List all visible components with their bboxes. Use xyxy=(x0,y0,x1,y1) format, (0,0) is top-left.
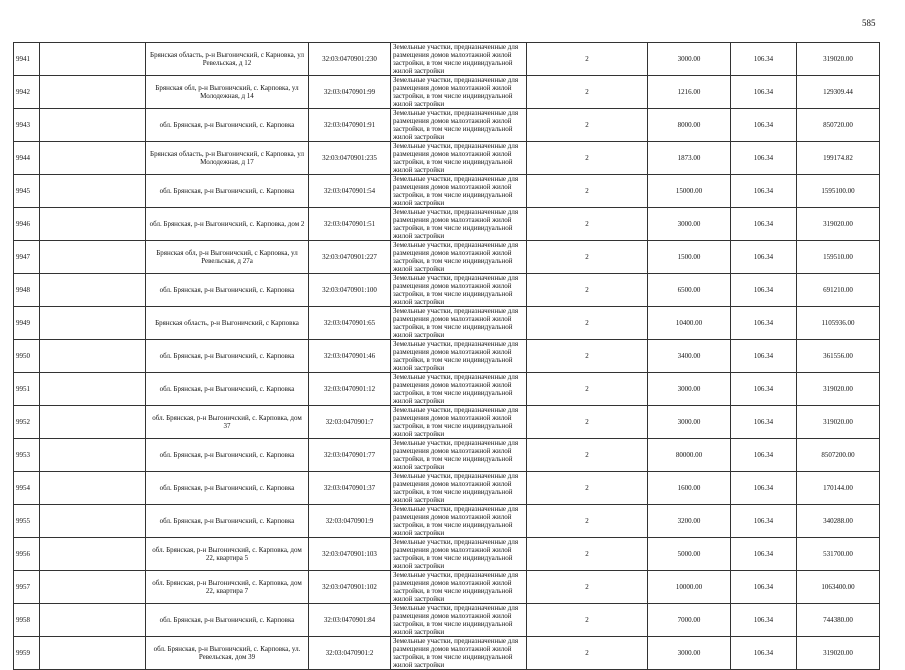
area-cell: 1216.00 xyxy=(648,76,731,109)
area-cell: 1500.00 xyxy=(648,241,731,274)
empty-cell xyxy=(40,109,146,142)
address-cell: обл. Брянская, р-н Выгоничский, с. Карповка xyxy=(146,274,309,307)
address-cell: обл. Брянская, р-н Выгоничский, с. Карповка xyxy=(146,505,309,538)
empty-cell xyxy=(40,76,146,109)
cadastral-value-cell: 361556.00 xyxy=(797,340,880,373)
group-cell: 2 xyxy=(527,472,648,505)
rate-cell: 106.34 xyxy=(731,637,797,670)
area-cell: 3000.00 xyxy=(648,406,731,439)
address-cell: обл. Брянская, р-н Выгоничский, с. Карповка xyxy=(146,175,309,208)
cadastral-value-cell: 1105936.00 xyxy=(797,307,880,340)
land-category-cell: Земельные участки, предназначенные для размещения домов малоэтажной жилой застройки, в том числе индивидуальной жилой застройки xyxy=(391,43,527,76)
rate-cell: 106.34 xyxy=(731,109,797,142)
row-number-cell: 9952 xyxy=(14,406,40,439)
empty-cell xyxy=(40,274,146,307)
table-row xyxy=(14,604,880,637)
row-number-cell: 9941 xyxy=(14,43,40,76)
empty-cell xyxy=(40,472,146,505)
rate-cell: 106.34 xyxy=(731,274,797,307)
land-category-cell: Земельные участки, предназначенные для размещения домов малоэтажной жилой застройки, в том числе индивидуальной жилой застройки xyxy=(391,274,527,307)
table-row xyxy=(14,307,880,340)
group-cell: 2 xyxy=(527,76,648,109)
area-cell: 3400.00 xyxy=(648,340,731,373)
table-row xyxy=(14,109,880,142)
cadastral-value-cell: 319020.00 xyxy=(797,43,880,76)
table-row xyxy=(14,637,880,670)
area-cell: 80000.00 xyxy=(648,439,731,472)
cadastral-value-cell: 1063400.00 xyxy=(797,571,880,604)
cadastral-number-cell: 32:03:0470901:46 xyxy=(309,340,391,373)
area-cell: 1873.00 xyxy=(648,142,731,175)
cadastral-value-cell: 531700.00 xyxy=(797,538,880,571)
table-row xyxy=(14,76,880,109)
group-cell: 2 xyxy=(527,406,648,439)
row-number-cell: 9946 xyxy=(14,208,40,241)
rate-cell: 106.34 xyxy=(731,472,797,505)
land-category-cell: Земельные участки, предназначенные для размещения домов малоэтажной жилой застройки, в том числе индивидуальной жилой застройки xyxy=(391,637,527,670)
cadastral-number-cell: 32:03:0470901:37 xyxy=(309,472,391,505)
area-cell: 8000.00 xyxy=(648,109,731,142)
address-cell: Брянская область, р-н Выгоничский, с Карповка xyxy=(146,307,309,340)
group-cell: 2 xyxy=(527,274,648,307)
area-cell: 3000.00 xyxy=(648,43,731,76)
group-cell: 2 xyxy=(527,571,648,604)
rate-cell: 106.34 xyxy=(731,340,797,373)
empty-cell xyxy=(40,373,146,406)
row-number-cell: 9959 xyxy=(14,637,40,670)
land-category-cell: Земельные участки, предназначенные для размещения домов малоэтажной жилой застройки, в том числе индивидуальной жилой застройки xyxy=(391,571,527,604)
area-cell: 5000.00 xyxy=(648,538,731,571)
address-cell: Брянская обл, р-н Выгоничский, с. Карповка, ул Молодежная, д 14 xyxy=(146,76,309,109)
group-cell: 2 xyxy=(527,109,648,142)
land-category-cell: Земельные участки, предназначенные для размещения домов малоэтажной жилой застройки, в том числе индивидуальной жилой застройки xyxy=(391,604,527,637)
empty-cell xyxy=(40,604,146,637)
land-category-cell: Земельные участки, предназначенные для размещения домов малоэтажной жилой застройки, в том числе индивидуальной жилой застройки xyxy=(391,109,527,142)
group-cell: 2 xyxy=(527,307,648,340)
page-number: 585 xyxy=(862,18,876,28)
cadastral-number-cell: 32:03:0470901:65 xyxy=(309,307,391,340)
empty-cell xyxy=(40,637,146,670)
cadastral-number-cell: 32:03:0470901:84 xyxy=(309,604,391,637)
cadastral-value-cell: 691210.00 xyxy=(797,274,880,307)
land-category-cell: Земельные участки, предназначенные для размещения домов малоэтажной жилой застройки, в том числе индивидуальной жилой застройки xyxy=(391,76,527,109)
table-row xyxy=(14,274,880,307)
empty-cell xyxy=(40,208,146,241)
empty-cell xyxy=(40,505,146,538)
table-row xyxy=(14,406,880,439)
group-cell: 2 xyxy=(527,505,648,538)
cadastral-value-cell: 850720.00 xyxy=(797,109,880,142)
table-row xyxy=(14,373,880,406)
land-category-cell: Земельные участки, предназначенные для размещения домов малоэтажной жилой застройки, в том числе индивидуальной жилой застройки xyxy=(391,175,527,208)
cadastral-number-cell: 32:03:0470901:230 xyxy=(309,43,391,76)
address-cell: обл. Брянская, р-н Выгоничский, с. Карповка xyxy=(146,604,309,637)
rate-cell: 106.34 xyxy=(731,307,797,340)
land-category-cell: Земельные участки, предназначенные для размещения домов малоэтажной жилой застройки, в том числе индивидуальной жилой застройки xyxy=(391,472,527,505)
row-number-cell: 9948 xyxy=(14,274,40,307)
rate-cell: 106.34 xyxy=(731,142,797,175)
land-category-cell: Земельные участки, предназначенные для размещения домов малоэтажной жилой застройки, в том числе индивидуальной жилой застройки xyxy=(391,373,527,406)
cadastral-value-cell: 129309.44 xyxy=(797,76,880,109)
address-cell: обл. Брянская, р-н Выгоничский, с. Карповка, ул. Ревельская, дом 39 xyxy=(146,637,309,670)
empty-cell xyxy=(40,307,146,340)
cadastral-value-cell: 170144.00 xyxy=(797,472,880,505)
land-category-cell: Земельные участки, предназначенные для размещения домов малоэтажной жилой застройки, в том числе индивидуальной жилой застройки xyxy=(391,307,527,340)
row-number-cell: 9956 xyxy=(14,538,40,571)
cadastral-value-cell: 8507200.00 xyxy=(797,439,880,472)
row-number-cell: 9949 xyxy=(14,307,40,340)
cadastral-value-cell: 319020.00 xyxy=(797,373,880,406)
area-cell: 10400.00 xyxy=(648,307,731,340)
group-cell: 2 xyxy=(527,439,648,472)
table-row xyxy=(14,208,880,241)
group-cell: 2 xyxy=(527,208,648,241)
cadastral-number-cell: 32:03:0470901:12 xyxy=(309,373,391,406)
cadastral-value-cell: 319020.00 xyxy=(797,406,880,439)
rate-cell: 106.34 xyxy=(731,406,797,439)
registry-table-body xyxy=(14,43,880,670)
cadastral-value-cell: 1595100.00 xyxy=(797,175,880,208)
row-number-cell: 9942 xyxy=(14,76,40,109)
cadastral-value-cell: 744380.00 xyxy=(797,604,880,637)
row-number-cell: 9945 xyxy=(14,175,40,208)
table-row xyxy=(14,340,880,373)
cadastral-number-cell: 32:03:0470901:99 xyxy=(309,76,391,109)
cadastral-number-cell: 32:03:0470901:51 xyxy=(309,208,391,241)
address-cell: обл. Брянская, р-н Выгоничский, с. Карповка, дом 22, квартира 7 xyxy=(146,571,309,604)
land-category-cell: Земельные участки, предназначенные для размещения домов малоэтажной жилой застройки, в том числе индивидуальной жилой застройки xyxy=(391,208,527,241)
table-row xyxy=(14,505,880,538)
cadastral-number-cell: 32:03:0470901:91 xyxy=(309,109,391,142)
rate-cell: 106.34 xyxy=(731,538,797,571)
empty-cell xyxy=(40,241,146,274)
land-category-cell: Земельные участки, предназначенные для размещения домов малоэтажной жилой застройки, в том числе индивидуальной жилой застройки xyxy=(391,142,527,175)
rate-cell: 106.34 xyxy=(731,439,797,472)
group-cell: 2 xyxy=(527,241,648,274)
cadastral-number-cell: 32:03:0470901:2 xyxy=(309,637,391,670)
cadastral-number-cell: 32:03:0470901:103 xyxy=(309,538,391,571)
row-number-cell: 9947 xyxy=(14,241,40,274)
table-row xyxy=(14,571,880,604)
group-cell: 2 xyxy=(527,637,648,670)
cadastral-number-cell: 32:03:0470901:54 xyxy=(309,175,391,208)
area-cell: 3200.00 xyxy=(648,505,731,538)
address-cell: обл. Брянская, р-н Выгоничский, с. Карповка xyxy=(146,439,309,472)
table-row xyxy=(14,472,880,505)
land-category-cell: Земельные участки, предназначенные для размещения домов малоэтажной жилой застройки, в том числе индивидуальной жилой застройки xyxy=(391,439,527,472)
group-cell: 2 xyxy=(527,142,648,175)
land-category-cell: Земельные участки, предназначенные для размещения домов малоэтажной жилой застройки, в том числе индивидуальной жилой застройки xyxy=(391,241,527,274)
group-cell: 2 xyxy=(527,340,648,373)
empty-cell xyxy=(40,571,146,604)
address-cell: обл. Брянская, р-н Выгоничский, с. Карповка, дом 22, квартира 5 xyxy=(146,538,309,571)
row-number-cell: 9957 xyxy=(14,571,40,604)
table-row xyxy=(14,538,880,571)
cadastral-number-cell: 32:03:0470901:100 xyxy=(309,274,391,307)
cadastral-registry-table xyxy=(13,42,880,670)
area-cell: 6500.00 xyxy=(648,274,731,307)
area-cell: 3000.00 xyxy=(648,637,731,670)
area-cell: 7000.00 xyxy=(648,604,731,637)
empty-cell xyxy=(40,340,146,373)
cadastral-number-cell: 32:03:0470901:7 xyxy=(309,406,391,439)
row-number-cell: 9955 xyxy=(14,505,40,538)
land-category-cell: Земельные участки, предназначенные для размещения домов малоэтажной жилой застройки, в том числе индивидуальной жилой застройки xyxy=(391,538,527,571)
row-number-cell: 9943 xyxy=(14,109,40,142)
cadastral-value-cell: 159510.00 xyxy=(797,241,880,274)
empty-cell xyxy=(40,142,146,175)
land-category-cell: Земельные участки, предназначенные для размещения домов малоэтажной жилой застройки, в том числе индивидуальной жилой застройки xyxy=(391,406,527,439)
table-row xyxy=(14,439,880,472)
area-cell: 15000.00 xyxy=(648,175,731,208)
cadastral-number-cell: 32:03:0470901:9 xyxy=(309,505,391,538)
rate-cell: 106.34 xyxy=(731,505,797,538)
cadastral-number-cell: 32:03:0470901:227 xyxy=(309,241,391,274)
address-cell: обл. Брянская, р-н Выгоничский, с. Карповка xyxy=(146,373,309,406)
area-cell: 1600.00 xyxy=(648,472,731,505)
rate-cell: 106.34 xyxy=(731,175,797,208)
rate-cell: 106.34 xyxy=(731,571,797,604)
address-cell: обл. Брянская, р-н Выгоничский, с. Карповка xyxy=(146,472,309,505)
cadastral-number-cell: 32:03:0470901:77 xyxy=(309,439,391,472)
area-cell: 3000.00 xyxy=(648,373,731,406)
group-cell: 2 xyxy=(527,538,648,571)
group-cell: 2 xyxy=(527,604,648,637)
address-cell: обл. Брянская, р-н Выгоничский, с. Карповка, дом 37 xyxy=(146,406,309,439)
address-cell: Брянская обл, р-н Выгоничский, с Карповка, ул Ревельская, д 27а xyxy=(146,241,309,274)
row-number-cell: 9958 xyxy=(14,604,40,637)
address-cell: обл. Брянская, р-н Выгоничский, с. Карповка, дом 2 xyxy=(146,208,309,241)
land-category-cell: Земельные участки, предназначенные для размещения домов малоэтажной жилой застройки, в том числе индивидуальной жилой застройки xyxy=(391,340,527,373)
row-number-cell: 9954 xyxy=(14,472,40,505)
rate-cell: 106.34 xyxy=(731,241,797,274)
table-row xyxy=(14,241,880,274)
cadastral-number-cell: 32:03:0470901:235 xyxy=(309,142,391,175)
empty-cell xyxy=(40,43,146,76)
table-row xyxy=(14,43,880,76)
empty-cell xyxy=(40,175,146,208)
cadastral-value-cell: 319020.00 xyxy=(797,637,880,670)
address-cell: Брянская область, р-н Выгоничский, с Карновка, ул Ревельская, д 12 xyxy=(146,43,309,76)
address-cell: обл. Брянская, р-н Выгоничский, с. Карповка xyxy=(146,109,309,142)
rate-cell: 106.34 xyxy=(731,76,797,109)
address-cell: Брянская область, р-н Выгоничский, с Карповка, ул Молодежная, д 17 xyxy=(146,142,309,175)
cadastral-number-cell: 32:03:0470901:102 xyxy=(309,571,391,604)
group-cell: 2 xyxy=(527,43,648,76)
area-cell: 3000.00 xyxy=(648,208,731,241)
row-number-cell: 9951 xyxy=(14,373,40,406)
area-cell: 10000.00 xyxy=(648,571,731,604)
group-cell: 2 xyxy=(527,373,648,406)
row-number-cell: 9950 xyxy=(14,340,40,373)
rate-cell: 106.34 xyxy=(731,373,797,406)
address-cell: обл. Брянская, р-н Выгоничский, с. Карповка xyxy=(146,340,309,373)
table-row xyxy=(14,142,880,175)
row-number-cell: 9944 xyxy=(14,142,40,175)
empty-cell xyxy=(40,439,146,472)
empty-cell xyxy=(40,406,146,439)
cadastral-value-cell: 340288.00 xyxy=(797,505,880,538)
rate-cell: 106.34 xyxy=(731,208,797,241)
land-category-cell: Земельные участки, предназначенные для размещения домов малоэтажной жилой застройки, в том числе индивидуальной жилой застройки xyxy=(391,505,527,538)
empty-cell xyxy=(40,538,146,571)
group-cell: 2 xyxy=(527,175,648,208)
rate-cell: 106.34 xyxy=(731,43,797,76)
row-number-cell: 9953 xyxy=(14,439,40,472)
table-row xyxy=(14,175,880,208)
cadastral-value-cell: 319020.00 xyxy=(797,208,880,241)
cadastral-value-cell: 199174.82 xyxy=(797,142,880,175)
rate-cell: 106.34 xyxy=(731,604,797,637)
